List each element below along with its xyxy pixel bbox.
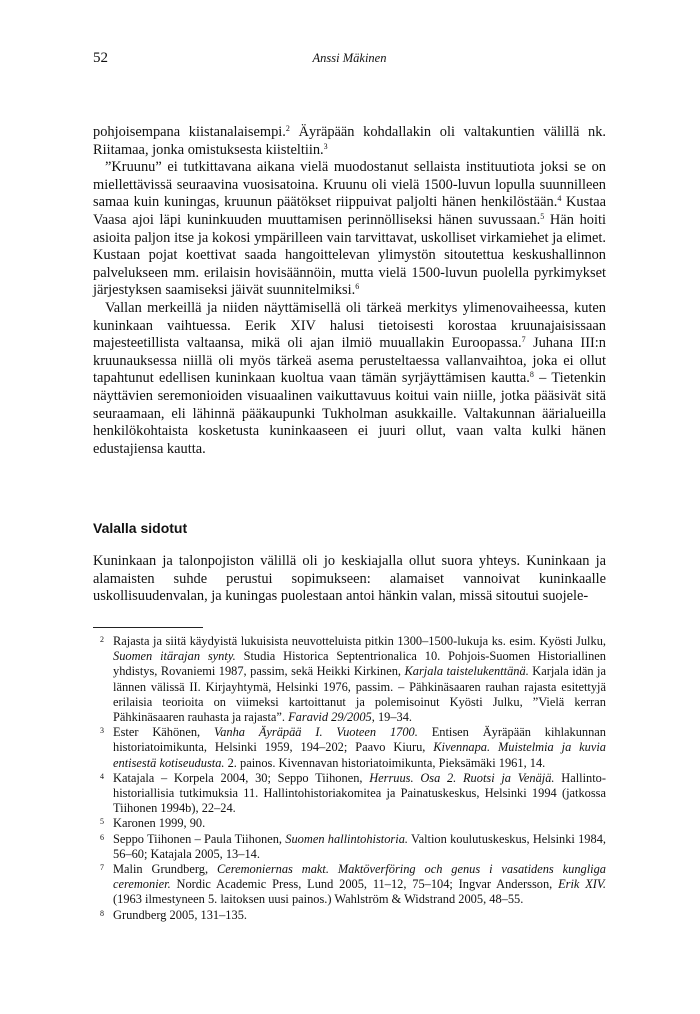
footnote: 5 Karonen 1999, 90.	[100, 816, 206, 831]
paragraph: Kuninkaan ja talonpojiston välillä oli jo keskiajalla ollut suora yhteys. Kuninkaan ja alamaisten suhde perustui sopimukseen: alamaiset vannoivat kuninkaalle uskollisuudenvalan, ja kuningas puolestaan antoi hänkin valan, missä sitoutui suojele-	[93, 553, 606, 605]
footnote-number: 4	[100, 771, 104, 781]
footnote: 2 Rajasta ja siitä käydyistä lukuisista neuvotteluista pitkin 1300–1500-lukuja ks. esim. Kyösti Julku, Suomen itärajan synty. Studia Historica Septentrionalica 10. Pohjois-Suomen Historiallinen yhdistys, Rovaniemi 1987, passim, sekä Heikki Kirkinen, Karjala taistelukenttänä. Karjala idän ja lännen välissä II. Kirjayhtymä, Helsinki 1976, passim. – Pähkinäsaaren rauhan rajasta esitettyjä erilaisia teorioita on viimeksi kartoittanut ja polemisoinut Kyösti Julku, ”Vielä kerran Pähkinäsaaren rauhasta ja rajasta”. Faravid 29/2005, 19–34.	[100, 634, 607, 725]
footnote-number: 2	[100, 635, 104, 644]
footnote-ref[interactable]: 4	[557, 194, 562, 204]
footnote-ref[interactable]: 3	[323, 141, 328, 151]
footnote: 8 Grundberg 2005, 131–135.	[100, 907, 247, 922]
footnote-number: 8	[100, 908, 104, 918]
footnote-ref[interactable]: 8	[529, 370, 534, 380]
footnote: 7 Malin Grundberg, Ceremoniernas makt. Maktöverföring och genus i vasatidens kungliga ceremonier. Nordic Academic Press, Lund 2005, 11–12, 75–104; Ingvar Andersson, Erik XIV. (1963 ilmestyneen 5. laitoksen uusi painos.) Wahlström & Widstrand 2005, 48–55.	[100, 862, 606, 907]
page-number: 52	[93, 50, 108, 66]
footnote: 4 Katajala – Korpela 2004, 30; Seppo Tiihonen, Herruus. Osa 2. Ruotsi ja Venäjä. Hallinto-historiallisia tutkimuksia 11. Hallintohistoriakomitea ja Painatuskeskus, Helsinki 1994 (jatkossa Tiihonen 1994b), 22–24.	[100, 770, 606, 816]
footnote-ref[interactable]: 5	[540, 211, 545, 221]
paragraph: ”Kruunu” ei tutkittavana aikana vielä muodostanut sellaista instituutiota joksi se on miellettävissä seuraavina vuosisatoina. Kruunu oli vielä 1500-luvun lopulla suunnilleen samaa kuin kuningas, kruunun päätökset riippuivat paljolti hänen henkilöstään.$^4$ Kustaa Vaasa ajoi läpi kuninkuuden muuttamisen perinnölliseksi hänen suvussaan.$^5$ Hän hoiti asioita paljon itse ja kokosi ympärilleen vain tarvittavat, uskolliset virkamiehet ja elimet. Kustaan pojat koettivat saada hangoittelevan ylimystön sitoutettua keskushallinnon palvelukseen mm. erilaisin hovisäännöin, mutta vielä 1500-luvun puolella pyrkimykset järjestyksen saamiseksi jäivät suunnitelmiksi.$^6$	[93, 159, 606, 299]
footnote-number: 5	[100, 817, 104, 827]
footnote: 6 Seppo Tiihonen – Paula Tiihonen, Suomen hallintohistoria. Valtion koulutuskeskus, Helsinki 1984, 56–60; Katajala 2005, 13–14.	[100, 831, 606, 861]
footnotes	[93, 634, 606, 923]
paragraph: pohjoisempana kiistanalaisempi.$^2$ Äyräpään kohdallakin oli valtakuntien välillä nk. Riitamaa, jonka omistuksesta kiisteltiin.$^3$	[93, 124, 607, 158]
running-head-author: Anssi Mäkinen	[312, 51, 387, 65]
footnote: 3 Ester Kähönen, Vanha Äyräpää I. Vuoteen 1700. Entisen Äyräpään kihlakunnan historiatoimikunta, Helsinki 1959, 194–202; Paavo Kiuru, Kivennapa. Muistelmia ja kuvia entisestä kotiseudusta. 2. painos. Kivennavan historiatoimikunta, Pieksämäki 1961, 14.	[100, 725, 606, 770]
footnote-divider	[93, 627, 203, 628]
footnote-ref[interactable]: 2	[285, 124, 290, 133]
section-body	[93, 553, 606, 606]
footnote-number: 6	[100, 832, 104, 842]
body-text	[93, 124, 606, 458]
footnote-number: 3	[100, 726, 104, 736]
running-head	[93, 50, 606, 68]
paragraph: Vallan merkeillä ja niiden näyttämisellä oli tärkeä merkitys ylimenovaiheessa, kuten kuninkaan vaihtuessa. Eerik XIV halusi tietoisesti korostaa kruunajaisissaan majesteetillista valtaansa, mikä oli ajan ilmiö muuallakin Euroopassa.$^7$ Juhana III:n kruunauksessa niillä oli myös tärkeä asema perusteltaessa vallanvaihtoa, joka ei ollut tapahtunut edellisen kuninkaan kuoltua vaan tämän syrjäyttämisen kautta.$^8$ – Tietenkin näyttävien seremonioiden visuaalinen vaikuttavuus koitui vain niille, jotka pääsivät sitä seuraamaan, eli lähinnä pääkaupunki Tukholman asukkaille. Valtakunnan äärialueilla henkilökohtaista kosketusta kuninkaaseen ei juuri ollut, vaan valta kulki hänen edustajiensa kautta.	[93, 299, 606, 457]
footnote-number: 7	[100, 863, 104, 873]
section-heading: Valalla sidotut	[93, 520, 188, 536]
footnote-ref[interactable]: 6	[355, 282, 360, 292]
footnote-ref[interactable]: 7	[521, 335, 526, 345]
